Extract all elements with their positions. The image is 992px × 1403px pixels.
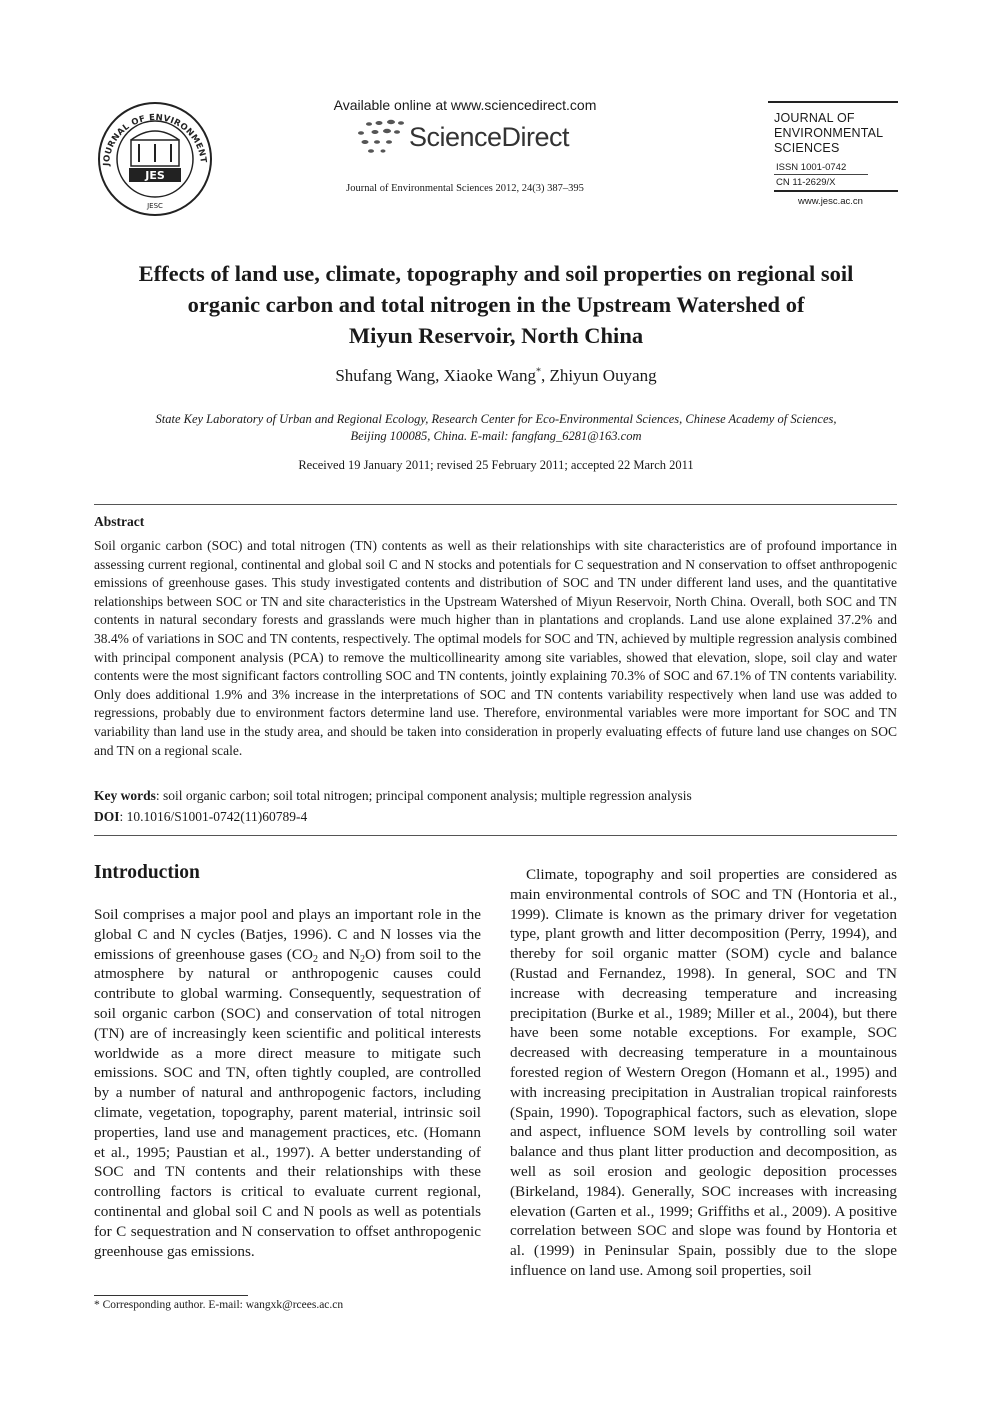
- jes-seal-icon: [93, 100, 217, 218]
- divider-top: [94, 504, 897, 505]
- affiliation: [120, 411, 872, 445]
- issn-text: ISSN 1001-0742: [776, 162, 847, 173]
- authors-part: , Zhiyun Ouyang: [540, 366, 657, 385]
- received-dates: Received 19 January 2011; revised 25 February 2011; accepted 22 March 2011: [298, 458, 694, 472]
- cn-text: CN 11-2629/X: [776, 177, 836, 188]
- sciencedirect-logo: [355, 118, 585, 162]
- paragraph-text: and N: [317, 945, 360, 963]
- authors: [100, 366, 892, 386]
- journal-ids: [768, 0, 898, 220]
- journal-website[interactable]: www.jesc.ac.cn: [798, 196, 863, 207]
- subscript: 2: [359, 953, 365, 965]
- keywords-text: : soil organic carbon; soil total nitrogen; principal component analysis; multiple regression analysis: [155, 788, 692, 803]
- footnote: * Corresponding author. E-mail: wangxk@rcees.ac.cn: [94, 1299, 344, 1311]
- journal-name-line: JOURNAL OF: [774, 111, 855, 125]
- logo-ring-text: JOURNAL OF ENVIRONMENT: [101, 112, 208, 167]
- doi-text[interactable]: : 10.1016/S1001-0742(11)60789-4: [119, 809, 308, 824]
- available-online-text: Available online at www.sciencedirect.com: [333, 97, 597, 113]
- divider-bottom: [94, 835, 897, 836]
- sciencedirect-dots-icon: [355, 118, 407, 158]
- affiliation-line: Beijing 100085, China. E-mail: fangfang_6281@163.com: [350, 429, 642, 443]
- abstract-heading: Abstract: [94, 514, 145, 529]
- keywords-label: Key words: [94, 788, 156, 803]
- title-line: organic carbon and total nitrogen in the Upstream Watershed of: [187, 292, 805, 317]
- journal-logo: [93, 100, 217, 218]
- authors-part: Shufang Wang, Xiaoke Wang: [335, 366, 536, 385]
- issn-rule: [774, 174, 868, 175]
- journal-name-line: SCIENCES: [774, 141, 840, 155]
- paragraph: Climate, topography and soil properties are considered as main environmental controls of SOC and TN (Hontoria et al., 1999). Climate is known as the primary driver for vegetation type, plant growth and litter decomposition (Perry, 1994), and thereby for soil organic matter (SOM) cycle and balance (Rustad and Fernandez, 1998). In general, SOC and TN increase with decreasing temperature and increasing precipitation (Burke et al., 1989; Miller et al., 2004), but there have been some notable exceptions. For example, SOC decreased with decreasing temperature in a mountainous forested region of Western Oregon (Homann et al., 1995) and with increasing precipitation in Australian tropical rainforests (Spain, 1990). Topographical factors, such as elevation, slope and aspect, influence SOM levels by controlling soil water balance and thus plant litter production and decomposition, as well as soil erosion and geologic deposition processes (Birkeland, 1984). Generally, SOC increases with increasing elevation (Garten et al., 1999; Griffiths et al., 2009). A positive correlation between SOC and slope was found by Hontoria et al. (1999) in Peninsular Spain, possibly due to the slope influence on land use. Among soil properties, soil: [510, 866, 897, 1279]
- paragraph: [94, 905, 481, 1261]
- affiliation-line: State Key Laboratory of Urban and Regional Ecology, Research Center for Eco-Environmental Sciences, Chinese Academy of Sciences,: [155, 412, 837, 426]
- paragraph-text: O) from soil to the atmosphere by natural or anthropogenic causes could contribute to global warming. Consequently, sequestration of soil organic carbon (SOC) and conservation of total nitrogen (TN) are of increasingly keen scientific and political interests worldwide as a more direct measure to mitigate such emissions. SOC and TN, often tightly coupled, are controlled by a number of natural and anthropogenic factors, including climate, vegetation, topography, parent material, intrinsic soil properties, land use and management practices, etc. (Homann et al., 1995; Paustian et al., 1997). A better understanding of SOC and TN contents and their relationships with these controlling factors is critical to evaluate current regional, continental and global soil C and N pools as well as potentials for C sequestration and N conservation to offset anthropogenic greenhouse gas emissions.: [94, 945, 482, 1260]
- paragraph-text: Soil comprises a major pool and plays an important role in the global C and N cycles (Batjes, 1996). C and N losses via the emissions of greenhouse gases (CO: [94, 906, 481, 963]
- journal-name-line: ENVIRONMENTAL: [774, 126, 884, 140]
- doi-label: DOI: [94, 809, 120, 824]
- title-line: Effects of land use, climate, topography and soil properties on regional soil: [138, 261, 854, 286]
- website-rule: [774, 190, 898, 192]
- publisher-name: ScienceDirect: [409, 122, 570, 152]
- body-column-right: [510, 865, 897, 1281]
- title-line: Miyun Reservoir, North China: [348, 323, 644, 348]
- svg-text:JOURNAL OF ENVIRONMENTAL SCIEN: [93, 100, 208, 167]
- subscript: 2: [312, 953, 318, 965]
- logo-bottom-text: JESC: [147, 202, 163, 210]
- logo-abbrev: JES: [145, 169, 165, 182]
- corresponding-mark: *: [535, 366, 541, 378]
- journal-citation: Journal of Environmental Sciences 2012, 24(3) 387–395: [346, 183, 584, 194]
- article-title: [100, 258, 892, 351]
- keywords: [94, 788, 897, 804]
- abstract-text: Soil organic carbon (SOC) and total nitrogen (TN) contents as well as their relationships with site characteristics are of profound importance in assessing current regional, continental and global soil C and N stocks and potentials for C sequestration and N conservation to offset anthropogenic emissions of greenhouse gases. This study investigated contents and distribution of SOC and TN under different land uses, and the quantitative relationships between SOC or TN and site characteristics in the Upstream Watershed of Miyun Reservoir, North China. Overall, both SOC and TN contents in natural secondary forests and grasslands were much higher than in plantations and croplands. Land use alone explained 37.2% and 38.4% of variations in SOC and TN contents, respectively. The optimal models for SOC and TN, achieved by multiple regression analysis combined with principal component analysis (PCA) to remove the multicollinearity among site variables, showed that elevation, slope, soil clay and water contents were the most significant factors controlling SOC and TN contents, jointly explaining 70.3% of SOC and 67.1% of TN contents variability. Only does additional 1.9% and 3% increase in the interpretations of SOC and TN contents variability respectively when land use was added to regressions, probably due to environment factors determine land use. Therefore, environmental variables were more important for SOC and TN variability than land use in the study area, and should be taken into consideration in properly evaluating effects of future land use changes on SOC and TN on a regional scale.: [94, 538, 897, 758]
- doi: [94, 809, 897, 825]
- body-column-left: [94, 905, 481, 1261]
- section-heading-introduction: Introduction: [94, 862, 200, 883]
- footnote-rule: [94, 1295, 248, 1296]
